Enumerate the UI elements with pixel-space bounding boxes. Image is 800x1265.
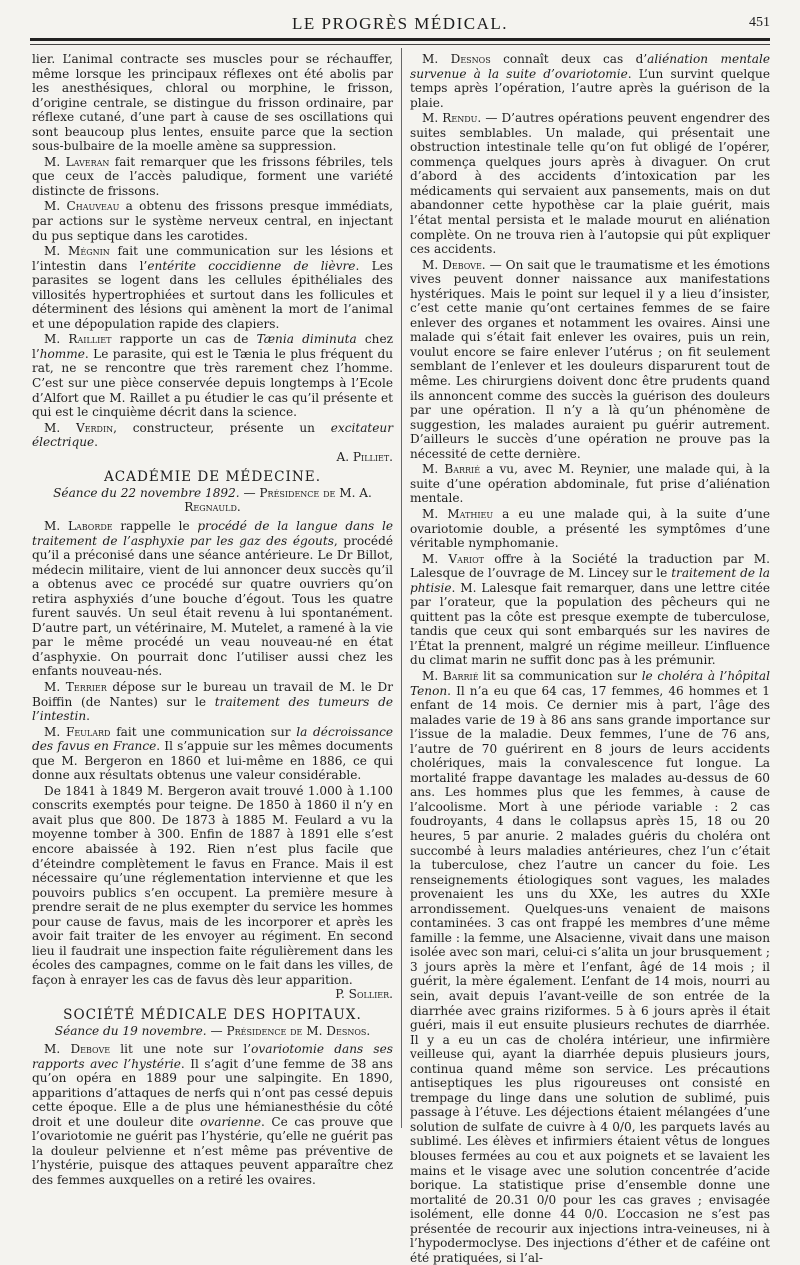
left-column bbox=[32, 52, 394, 1188]
speaker-name: M. Terrier bbox=[44, 679, 107, 694]
paragraph-verdin: M. Verdin, constructeur, présente un excitateur électrique. A. Pilliet. bbox=[32, 420, 393, 464]
paragraph-debove-traumatisme: M. Debove. — On sait que le traumatisme et les émotions vives peuvent donner naissance aux manifestations hystériques. Mais le point sur lequel il y a lieu d’insister, c’est cette manie qu’ont certaines femmes de se faire enlever des organes et notamment les ovaires. Ainsi une malade qui s’était fait enlever les ovaires, puis un rein, voulut encore se faire enlever l’utérus ; on fit seulement semblant de l’enlever et les douleurs disparurent tout de même. Les chirurgiens doivent donc être prudents quand ils annoncent comme des succès la guérison des douleurs par une opération. Il n’y a là qu’un phénomène de suggestion, les malades auraient pu guérir autrement. D’ailleurs le succès d’une opération ne prouve pas la nécessité de cette dernière. bbox=[410, 257, 770, 461]
speaker-name: M. Debove bbox=[44, 1042, 111, 1057]
header-rule-thick bbox=[30, 38, 770, 41]
paragraph-favus-statistics: De 1841 à 1849 M. Bergeron avait trouvé 1.000 à 1.100 conscrits exemptés pour teigne. De 1850 à 1860 il n’y en avait plus que 800. De 1873 à 1885 M. Feulard a vu la moyenne tomber à 300. Enfin de 1887 à 1891 elle s’est encore abaissée à 192. Rien n’est plus facile que d’éteindre complètement le favus en France. Mais il est nécessaire qu’une réglementation intervienne et que les pouvoirs publics s’en occupent. La première mesure à prendre serait de ne plus exempter du service les hommes pour cause de favus, mais de les incorporer et après les avoir fait traiter de les envoyer au régiment. En second lieu il faudrait une inspection faite régulièrement dans les écoles des campagnes, comme on le fait dans les villes, de façon à enrayer les cas de favus dès leur apparition. P. Sollier. bbox=[32, 783, 393, 1002]
speaker-name: M. Rendu bbox=[422, 111, 478, 126]
header-rule-thin bbox=[30, 44, 770, 45]
speaker-name: M. Debove bbox=[422, 257, 482, 272]
paragraph-chauveau: M. Chauveau a obtenu des frissons presque immédiats, par actions sur le système nerveux central, en injectant du pus septique dans les carotides. bbox=[32, 199, 393, 243]
section-title-academie: ACADÉMIE DE MÉDECINE. bbox=[103, 469, 322, 486]
paragraph-laborde: M. Laborde rappelle le procédé de la langue dans le traitement de l’asphyxie par les gaz des égouts, procédé qu’il a préconisé dans une séance antérieure. Le Dr Billot, médecin militaire, vient de lui annoncer deux succès qu’il a obtenus avec ce procédé sur quatre ouvriers qu’on retira asphyxiés d’une bouche d’égout. Tous les quatre furent sauvés. Un seul était revenu à lui spontanément. D’autre part, un vétérinaire, M. Mutelet, a ramené à la vie par le même procédé un veau nouveau-né en état d’asphyxie. On pourrait donc l’utiliser aussi chez les enfants nouveau-nés. bbox=[32, 518, 394, 679]
paragraph-railliet: M. Railliet rapporte un cas de Tænia diminuta chez l’homme. Le parasite, qui est le Tænia le plus fréquent du rat, ne se rencontre que très rarement chez l’homme. C’est sur une pièce conservée depuis longtemps à l’Ecole d’Alfort que M. Raillet a pu étudier le cas qu’il présente et qui est le cinquième décrit dans la science. bbox=[32, 332, 393, 420]
paragraph-rendu: M. Rendu. — D’autres opérations peuvent engendrer des suites semblables. Un malade, qui présentait une obstruction intestinale telle qu’on fut obligé de l’opérer, commença quelques jours après à divaguer. On crut d’abord à des accidents d’intoxication par les médicaments qui servaient aux pansements, mais on dut abandonner cette hypothèse car la plaie guérit, mais l’état mental persista et le malade mourut en aliénation complète. On ne trouva rien à l’autopsie qui pût expliquer ces accidents. bbox=[410, 111, 770, 257]
author-signature: A. Pilliet. bbox=[336, 449, 393, 464]
speaker-name: M. Mathieu bbox=[422, 506, 494, 521]
author-signature: P. Sollier. bbox=[335, 987, 393, 1002]
speaker-name: M. Barrié bbox=[422, 668, 479, 683]
speaker-name: M. Railliet bbox=[44, 332, 112, 347]
page-number: 451 bbox=[749, 15, 770, 30]
paragraph-laveran: M. Laveran fait remarquer que les frissons fébriles, tels que ceux de l’accès paludique, forment une variété distincte de frissons. bbox=[32, 154, 393, 198]
paragraph-frisson: lier. L’animal contracte ses muscles pour se réchauffer, même lorsque les principaux réflexes ont été abolis par les anesthésiques, chloral ou morphine, le frisson, d’origine centrale, se distingue du frisson ordinaire, par réflexe cutané, d’une part à cause de ses oscillations qui sont beaucoup plus lentes, ensuite parce que la section sous-bulbaire de la moelle amène sa suppression. bbox=[32, 52, 393, 154]
paragraph-barrie-cholera: M. Barrié lit sa communication sur le choléra à l’hôpital Tenon. Il n’a eu que 64 cas, 17 femmes, 46 hommes et 1 enfant de 14 mois. Ce dernier mis à part, l’âge des malades varie de 19 à 86 ans sans grande importance sur l’issue de la maladie. Deux femmes, l’une de 76 ans, l’autre de 70 guérirent en 8 jours de leurs accidents cholériques, mais la convalescence fut longue. La mortalité frappe davantage les malades au-dessus de 60 ans. Les hommes plus que les femmes, à cause de l’alcoolisme. Mort à une période variable : 2 cas foudroyants, 4 dans le collapsus après 15, 18 ou 20 heures, 5 par anurie. 2 malades guéris du choléra ont succombé à leurs maladies antérieures, chez l’un c’était la tuberculose, chez l’autre un cancer du foie. Les renseignements étiologiques sont vagues, les malades provenaient les uns du XXe, les autres du XXIe arrondissement. Quelques-uns venaient de maisons contaminées. 3 cas ont frappé les membres d’une même famille : la femme, une Alsacienne, vivait dans une maison isolée avec son mari, celui-ci s’alita un jour brusquement ; 3 jours après la mère et l’enfant, âgé de 14 mois ; il guérit, la mère également. L’enfant de 14 mois, nourri au sein, avait depuis l’avant-veille de son entrée de la diarrhée avec grains riziformes. 5 à 6 jours après il était guéri, mais il eut ensuite plusieurs rechutes de diarrhée. Il y a eu un cas de choléra intérieur, une infirmière veilleuse qui, ayant la diarrhée depuis plusieurs jours, continua quand même son service. Les précautions antiseptiques les plus rigoureuses ont consisté en trempage du linge dans une solution de sublimé, puis passage à l’étuve. Les déjections étaient mélangées d’une solution de sulfate de cuivre à 4 0/0, les parquets lavés au sublimé. Les élèves et infirmiers étaient vêtus de longues blouses fermées au cou et aux poignets et se lavaient les mains et le visage avec une solution concentrée d’acide borique. La statistique prise d’ensemble donne une mortalité de 20.31 0/0 pour les cas graves ; envisagée isolément, elle donne 44 0/0. L’occasion ne s’est pas présentée de recourir aux injections intra-veineuses, ni à l’hypodermoclyse. Des injections d’éther et de caféine ont été pratiquées, si l’al- bbox=[410, 668, 770, 1265]
speaker-name: M. Barrié bbox=[422, 462, 481, 477]
paragraph-megnin: M. Mégnin fait une communication sur les lésions et l’intestin dans l’entérite coccidienne de lièvre. Les parasites se logent dans les cellules épithéliales des villosités hypertrophiées et surtout dans les follicules et déterminent des lésions qui amènent la mort de l’animal et une dépopulation rapide des clapiers. bbox=[32, 244, 393, 331]
right-column bbox=[410, 52, 770, 1265]
paragraph-barrie-alienation: M. Barrié a vu, avec M. Reynier, une malade qui, à la suite d’une opération abdominale, fut prise d’aliénation mentale. bbox=[410, 462, 770, 506]
paragraph-feulard: M. Feulard fait une communication sur la décroissance des favus en France. Il s’appuie sur les mêmes documents que M. Bergeron en 1860 et lui-même en 1886, ce qui donne aux résultats obtenus une valeur considérable. bbox=[32, 724, 393, 783]
running-title: LE PROGRÈS MÉDICAL. bbox=[292, 14, 508, 33]
speaker-name: M. Chauveau bbox=[44, 199, 120, 214]
paragraph-desnos: M. Desnos connaît deux cas d’aliénation mentale survenue à la suite d’ovariotomie. L’un survint quelque temps après l’opération, l’autre après la guérison de la plaie. bbox=[410, 52, 770, 110]
speaker-name: M. Laborde bbox=[44, 518, 113, 533]
speaker-name: M. Mégnin bbox=[44, 244, 110, 259]
paragraph-variot: M. Variot offre à la Société la traduction par M. Lalesque de l’ouvrage de M. Lincey sur le traitement de la phtisie. M. Lalesque fait remarquer, dans une lettre citée par l’orateur, que la population des pêcheurs qui ne quittent pas la côte est presque exempte de tuberculose, tandis que ceux qui sont embarqués sur les navires de l’État la prennent, malgré un régime meilleur. L’influence du climat marin ne suffit donc pas à les prémunir. bbox=[410, 551, 770, 668]
paragraph-debove-ovariotomie: M. Debove lit une note sur l’ovariotomie dans ses rapports avec l’hystérie. Il s’agit d’une femme de 38 ans qu’on opéra en 1889 pour une salpingite. En 1890, apparitions d’attaques de nerfs qui n’ont pas cessé depuis cette époque. Elle a de plus une hémianesthésie du côté droit et une douleur dite ovarienne. Ce cas prouve que l’ovariotomie ne guérit pas l’hystérie, qu’elle ne guérit pas la douleur pelvienne et n’est même pas préventive de l’hystérie, puisque des attaques peuvent apparaître chez des femmes auxquelles on a retiré les ovaires. bbox=[32, 1042, 393, 1188]
speaker-name: M. Laveran bbox=[44, 154, 110, 169]
speaker-name: M. Variot bbox=[422, 551, 485, 566]
page-header bbox=[30, 14, 770, 36]
paragraph-terrier: M. Terrier dépose sur le bureau un travail de M. le Dr Boiffin (de Nantes) sur le traitement des tumeurs de l’intestin. bbox=[32, 679, 393, 724]
section-subtitle-societe: Séance du 19 novembre. — Présidence de M. Desnos. bbox=[54, 1023, 371, 1038]
speaker-name: M. Verdin bbox=[44, 420, 114, 435]
speaker-name: M. Feulard bbox=[44, 724, 111, 739]
speaker-name: M. Desnos bbox=[422, 52, 491, 66]
paragraph-mathieu: M. Mathieu a eu une malade qui, à la suite d’une ovariotomie double, a présenté les symptômes d’une véritable nymphomanie. bbox=[410, 506, 770, 551]
section-subtitle-academie: Séance du 22 novembre 1892. — Présidence de M. A. Regnauld. bbox=[53, 485, 372, 515]
section-title-societe: SOCIÉTÉ MÉDICALE DES HOPITAUX. bbox=[63, 1007, 362, 1023]
column-divider bbox=[401, 48, 402, 1128]
